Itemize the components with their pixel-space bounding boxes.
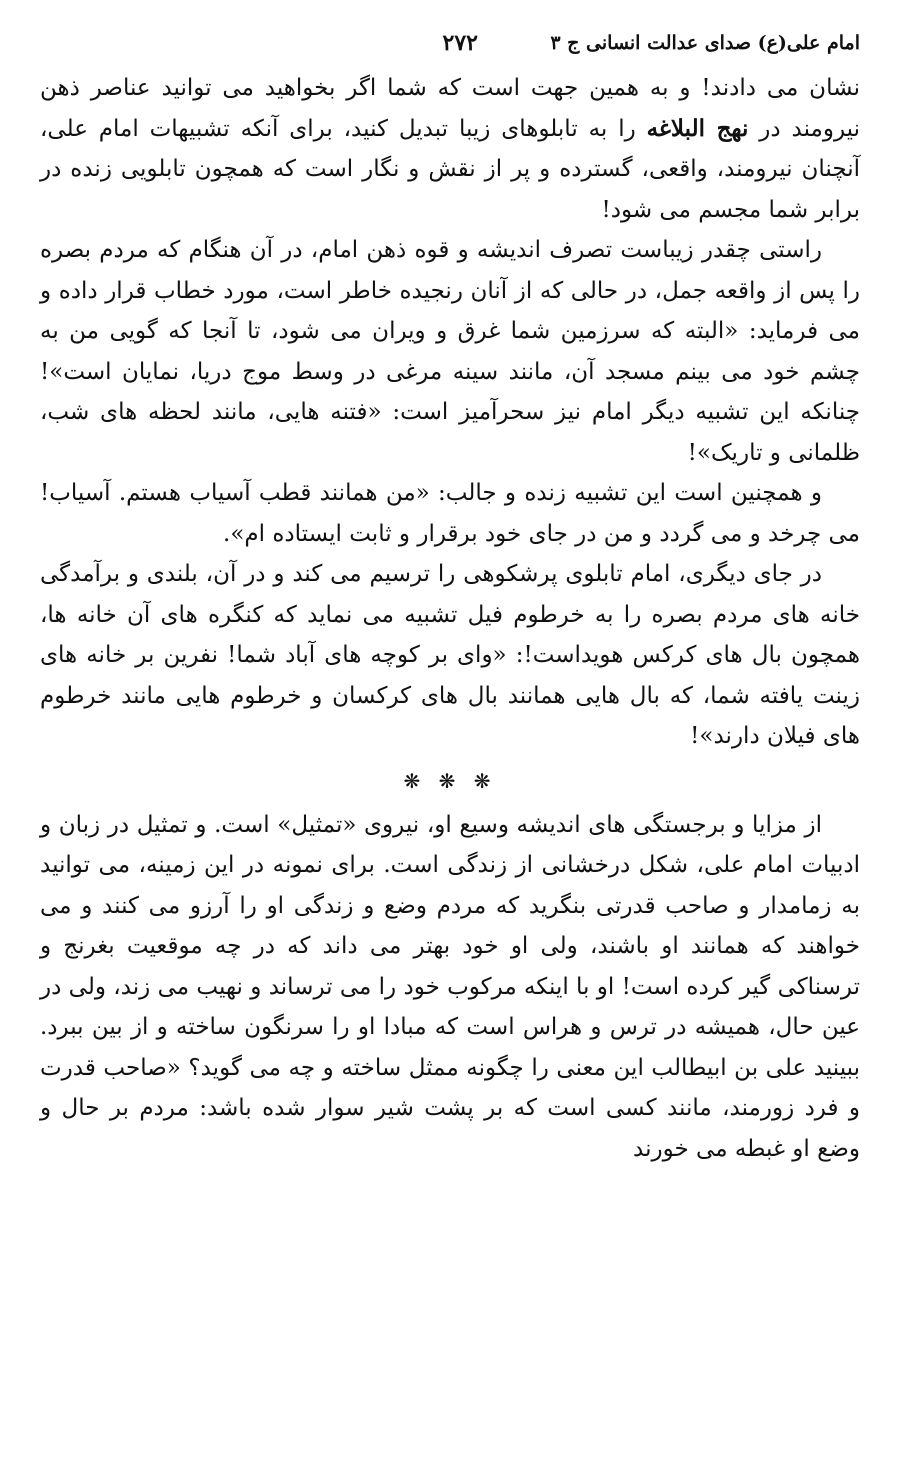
book-title-term: نهج البلاغه <box>646 114 749 142</box>
book-page <box>40 28 860 1169</box>
paragraph-5: از مزایا و برجستگی های اندیشه وسیع او، نیروی «تمثیل» است. و تمثیل در زبان و ادبیات امام علی، شکل درخشانی از زندگی است. برای نمونه در این زمینه، می توانید به زمامدار و صاحب قدرتی بنگرید که مردم وضع و زندگی او را آرزو می کنند و می خواهند که همانند او باشند، ولی او خود بهتر می داند که در چه موقعیت بغرنج و ترسناکی گیر کرده است! او با اینکه مرکوب خود را می ترساند و نهیب می زند، ولی در عین حال، همیشه در ترس و هراس است که مبادا او را سرنگون ساخته و از بین ببرد. ببینید علی بن ابیطالب این معنی را چگونه ممثل ساخته و چه می گوید؟ «صاحب قدرت و فرد زورمند، مانند کسی است که بر پشت شیر سوار شده باشد: مردم بر حال و وضع او غبطه می خورند <box>40 811 860 1162</box>
paragraph-3: و همچنین است این تشبیه زنده و جالب: «من همانند قطب آسیاب هستم. آسیاب! می چرخد و می گردد و من در جای خود برقرار و ثابت ایستاده ام». <box>40 480 860 547</box>
running-title: امام علی(ع) صدای عدالت انسانی ج ٣ <box>550 32 860 54</box>
paragraph-1-post: را به تابلوهای زیبا تبدیل کنید، برای آنکه تشبیهات امام علی، آنچنان نیرومند، واقعی، گسترده و پر از نقش و نگار است که همچون تابلویی زنده در برابر شما مجسم می شود! <box>40 115 860 223</box>
paragraph-4: در جای دیگری، امام تابلوی پرشکوهی را ترسیم می کند و در آن، بلندی و برآمدگی خانه های مردم بصره را به خرطوم فیل تشبیه می نماید که کنگره های آن خانه ها، همچون بال های کرکس هویداست!: «وای بر کوچه های آباد شما! نفرین بر خانه های زینت یافته شما، که بال هایی همانند بال های کرکسان و خرطوم هایی مانند خرطوم های فیلان دارند»! <box>40 561 860 749</box>
section-separator: ❋ ❋ ❋ <box>403 768 497 793</box>
page-header <box>40 28 860 68</box>
body-text <box>40 68 860 1169</box>
paragraph-1 <box>40 68 860 230</box>
paragraph-1-pre: نشان می دادند! و به همین جهت است که شما اگر بخواهید می توانید عناصر ذهن نیرومند در <box>40 75 860 142</box>
paragraph-2: راستی چقدر زیباست تصرف اندیشه و قوه ذهن امام، در آن هنگام که مردم بصره را پس از واقعه جمل، در حالی که از آنان رنجیده خاطر است، مورد خطاب قرار داده و می فرماید: «البته که سرزمین شما غرق و ویران می شود، تا آنجا که گویی من به چشم خود می بینم مسجد آن، مانند سینه مرغی در وسط موج دریا، نمایان است»! چنانکه این تشبیه دیگر امام نیز سحرآمیز است: «فتنه هایی، مانند لحظه های شب، ظلمانی و تاریک»! <box>40 237 860 466</box>
page-number: ٢٧٢ <box>442 30 478 56</box>
